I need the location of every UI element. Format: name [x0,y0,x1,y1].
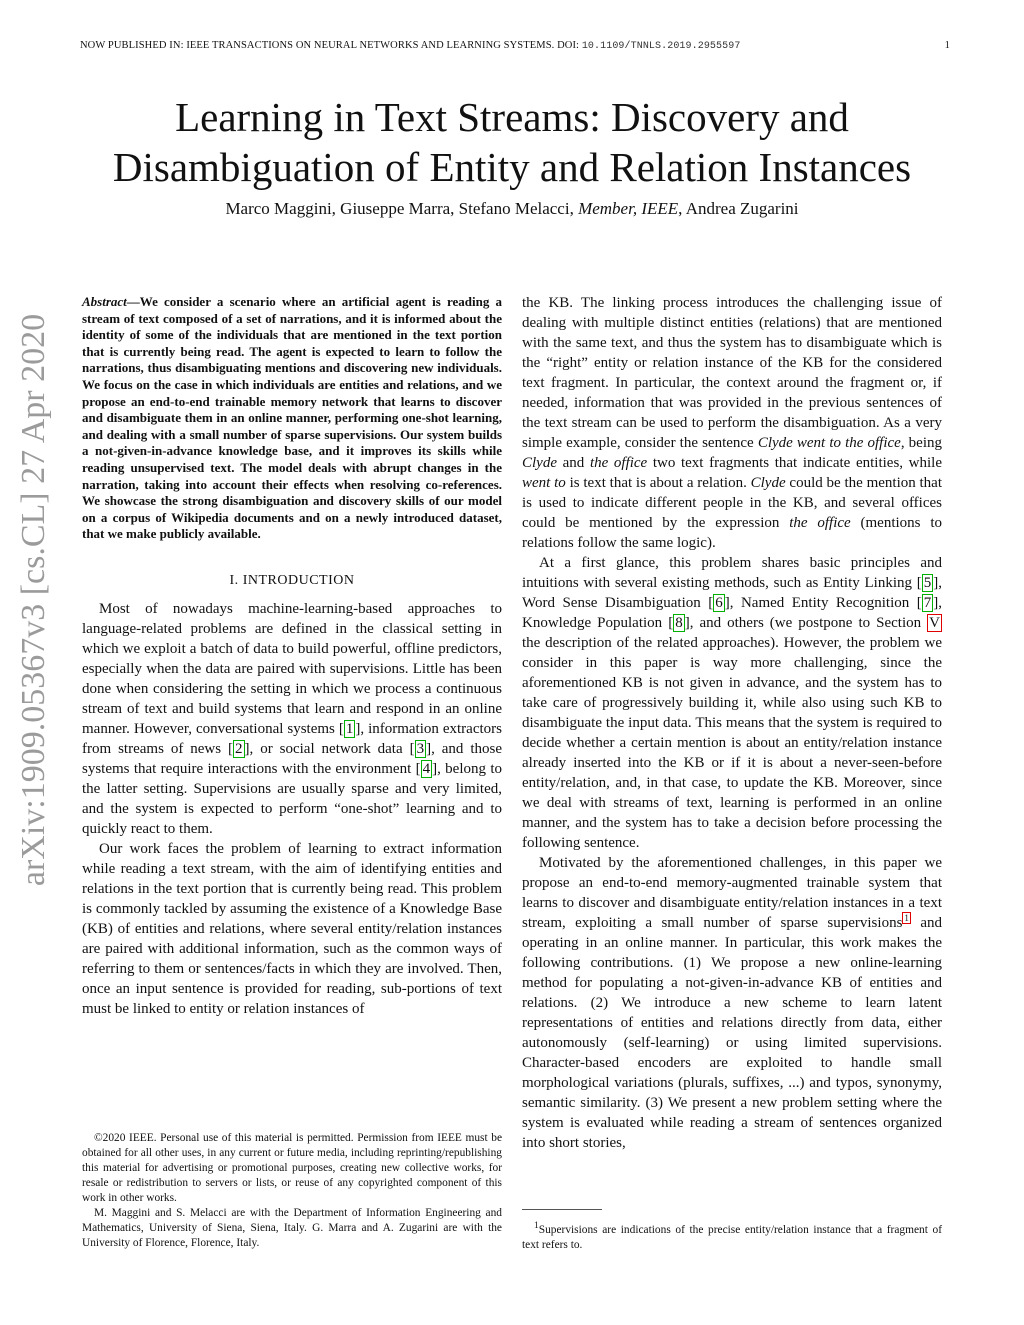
left-column [82,294,502,1019]
footnote-mark: 1 [534,1221,539,1231]
citation-link[interactable]: 4 [422,760,431,777]
author-membership: Member, IEEE [578,199,679,218]
intro-paragraph-1: Most of nowadays machine-learning-based approaches to language-related problems are defined in the classical setting in which we exploit a batch of data to build powerful, offline predictors, especially when the data are paired with supervisions. Little has been done when considering the setting in which we process a continuous stream of text and build systems that learn and respond in an online manner. However, conversational systems [ 1 ], information extractors from streams of news [ 2 ], or social network data [ 3 ], and those systems that require interactions with the environment [ 4 ], belong to the latter setting. Supervisions are usually sparse and very limited, and the system is expected to perform “one-shot” learning and to quickly react to them. [82,600,502,837]
doi-link[interactable]: 10.1109/TNNLS.2019.2955597 [581,41,741,52]
abstract [82,294,502,543]
journal-name: NOW PUBLISHED IN: IEEE TRANSACTIONS ON NEURAL NETWORKS AND LEARNING SYSTEMS. DOI: [80,40,580,51]
author-names-a: Marco Maggini, Giuseppe Marra, Stefano Melacci, [225,199,574,218]
example-phrase: the office [789,515,851,531]
text-run: , and others (we postpone to Section [689,615,928,631]
citation-link[interactable]: 2 [235,740,243,757]
text-run: is text that is about a relation. [565,475,751,491]
footnote-text: Supervisions are indications of the precise entity/relation instance that a fragment of text refers to. [522,1223,942,1251]
example-phrase: went to [522,475,566,491]
left-footnotes [82,1131,502,1251]
intro-paragraph-3 [522,293,942,553]
text-run: , being [900,435,942,451]
example-phrase: Clyde [750,475,786,491]
author-names-b: , Andrea Zugarini [678,199,799,218]
section-numeral: I. [229,572,239,588]
intro-paragraph-2: Our work faces the problem of learning to extract information while reading a text stream, with the aim of identifying entities and relations in the text portion that is currently being read. This problem is commonly tackled by assuming the existence of a Knowledge Base (KB) of entities and relations, where several entity/relation instances are paired with additional information, such as the common ways of referring to them or sentences/facts in which they are involved. Then, once an input sentence is provided for reading, sub-portions of text must be linked to entity or relation instances of [82,840,502,1017]
text-run: could be the mention that is used to indicate different people in the KB, and several offices could be mentioned by the expression [522,475,943,531]
citation-link[interactable]: 8 [675,615,683,631]
abstract-text: We consider a scenario where an artificial agent is reading a stream of text composed of a set of narrations, and it is informed about the identity of some of the individuals that are mentioned in the text portion that is currently being read. The agent is expected to learn to follow the narrations, thus disambiguating mentions and discovering new individuals. We focus on the case in which individuals are entities and relations, and we propose an end-to-end trainable memory network that learns to discover and disambiguate them in an online manner, performing one-shot learning, and dealing with a small number of sparse supervisions. Our system builds a not-given-in-advance knowledge base, and it improves its skills while reading unsupervised text. The model deals with abrupt changes in the narration, taking into account their effects when resolving co-references. We showcase the strong disambiguation and discovery skills of our model on a corpus of Wikipedia documents and on a newly introduced dataset, that we make publicly available. [82,294,502,542]
text-run: , and those systems that require interactions with the environment [82,740,502,777]
section-title-rest: NTRODUCTION [247,572,355,588]
author-affiliation: M. Maggini and S. Melacci are with the Department of Information Engineering and Mathematics, University of Siena, Siena, Italy. G. Marra and A. Zugarini are with the University of Florence, Florence, Italy. [82,1207,502,1249]
text-run: , belong to the latter setting. Supervisions are usually sparse and very limited, and the system is expected to perform “one-shot” learning and to quickly react to them. [82,760,502,837]
arxiv-id-stamp: arXiv:1909.05367v3 [cs.CL] 27 Apr 2020 [15,313,52,887]
citation-link[interactable]: 3 [416,740,425,757]
copyright-notice: ©2020 IEEE. Personal use of this material is permitted. Permission from IEEE must be obtained for all other uses, in any current or future media, including reprinting/republishing this material for advertising or promotional purposes, creating new collective works, for resale or redistribution to servers or lists, or reuse of any copyrighted component of this work in other works. [82,1132,502,1204]
citation-link[interactable]: 1 [345,720,354,737]
title-line-2: Disambiguation of Entity and Relation Instances [112,144,912,190]
text-run: the description of the related approaches). However, the problem we consider in this paper is way more challenging, since the aforementioned KB is not given in advance, and the system has to take care of progressively building it, while also using such KB to disambiguate the input data. This means that the system is required to decide whether a certain mention is about an entity/relation instance already inserted into the KB or if it is about a never-seen-before entity/relation, and, in that case, to update the KB. Moreover, since we deal with streams of text, learning is performed in an online manner, and the system has to take a decision before processing the following sentence. [522,635,942,851]
footnote-1 [522,1219,942,1253]
text-run: and operating in an online manner. In particular, this work makes the following contributions. (1) We propose a new online-learning method for populating a not-given-in-advance KB of entities and relations. (2) We introduce a new scheme to learn latent representations of entities and relations directly from data, either autonomously (self-learning) or using limited supervisions. Character-based encoders are exploited to handle small morphological variations (plurals, suffixes, ...) and typos, synonymy, semantic similarity. (3) We present a new problem setting where the system is evaluated while reading a stream of sentences organized into short stories, [522,915,942,1151]
intro-paragraph-5 [522,853,942,1153]
example-phrase: Clyde went to the office [757,435,901,451]
right-footnotes [522,1219,942,1253]
intro-paragraph-4: At a first glance, this problem shares basic principles and intuitions with several existing methods, such as Entity Linking [ 5 ], Word Sense Disambiguation [ 6 ], Named Entity Recognition [ 7 ], Knowledge Population [ 8 ], and others (we postpone to Section V the description of the related approaches). However, the problem we consider in this paper is way more challenging, since the aforementioned KB is not given in advance, and the system has to take care of progressively building it, while also using such KB to disambiguate the input data. This means that the system is required to decide whether a certain mention is about an entity/relation instance already inserted into the KB or if it is about a never-seen-before entity/relation, and, in that case, to update the KB. Moreover, since we deal with streams of text, learning is performed in an online manner, and the system has to take a decision before processing the following sentence. [522,555,942,851]
abstract-dash: — [126,294,140,309]
text-run: , Word Sense Disambiguation [522,575,942,611]
section-heading-introduction [82,573,502,589]
right-column [522,293,942,1153]
example-phrase: Clyde [522,455,557,471]
text-run: , Named Entity Recognition [729,595,917,611]
citation-link[interactable]: 7 [923,595,932,611]
text-run: (mentions to relations follow the same logic). [522,515,942,551]
footnote-divider [522,1209,602,1210]
citation-link[interactable]: 5 [923,575,932,591]
text-run: and [557,455,590,471]
citation-link[interactable]: 6 [715,595,723,611]
paper-title [60,92,964,192]
text-run: Most of nowadays machine-learning-based approaches to language-related problems are defined in the classical setting in which we exploit a batch of data to build powerful, offline predictors, especially when the data are paired with supervisions. Little has been done when considering the setting in which we process a continuous stream of text and build systems that learn and respond in an online manner. However, conversational systems [82,600,502,737]
title-line-1: Learning in Text Streams: Discovery and [175,94,849,140]
text-run: At a first glance, this problem shares basic principles and intuitions with several existing methods, such as Entity Linking [522,555,942,591]
example-phrase: the office [589,455,648,471]
journal-line [80,40,740,52]
footnote-link[interactable]: 1 [904,913,909,923]
text-run: , or social network data [249,740,410,757]
running-header [80,40,950,52]
text-run: the KB. The linking process introduces the challenging issue of dealing with multiple distinct entities (relations) that are mentioned with the same text, and thus the system has to disambiguate which is the “right” entity or relation instance of the KB for the considered text fragment. In particular, the context around the fragment or, if needed, information that was provided in the previous sentences of the text stream can be used to perform the disambiguation. As a very simple example, consider the sentence [522,295,942,451]
section-link[interactable]: V [929,615,941,631]
text-run: , information extractors from streams of news [82,720,502,757]
abstract-label: Abstract [82,294,127,309]
text-run: Motivated by the aforementioned challenges, in this paper we propose an end-to-end memory-augmented trainable system that learns to discover and disambiguate entity/relation instances in a text stream, exploiting a small number of sparse supervisions [522,855,942,931]
text-run: two text fragments that indicate entities, while [647,455,942,471]
section-title-initial: I [242,572,248,588]
author-list [60,199,964,219]
page-number: 1 [944,40,950,51]
text-run: , Knowledge Population [522,595,942,631]
